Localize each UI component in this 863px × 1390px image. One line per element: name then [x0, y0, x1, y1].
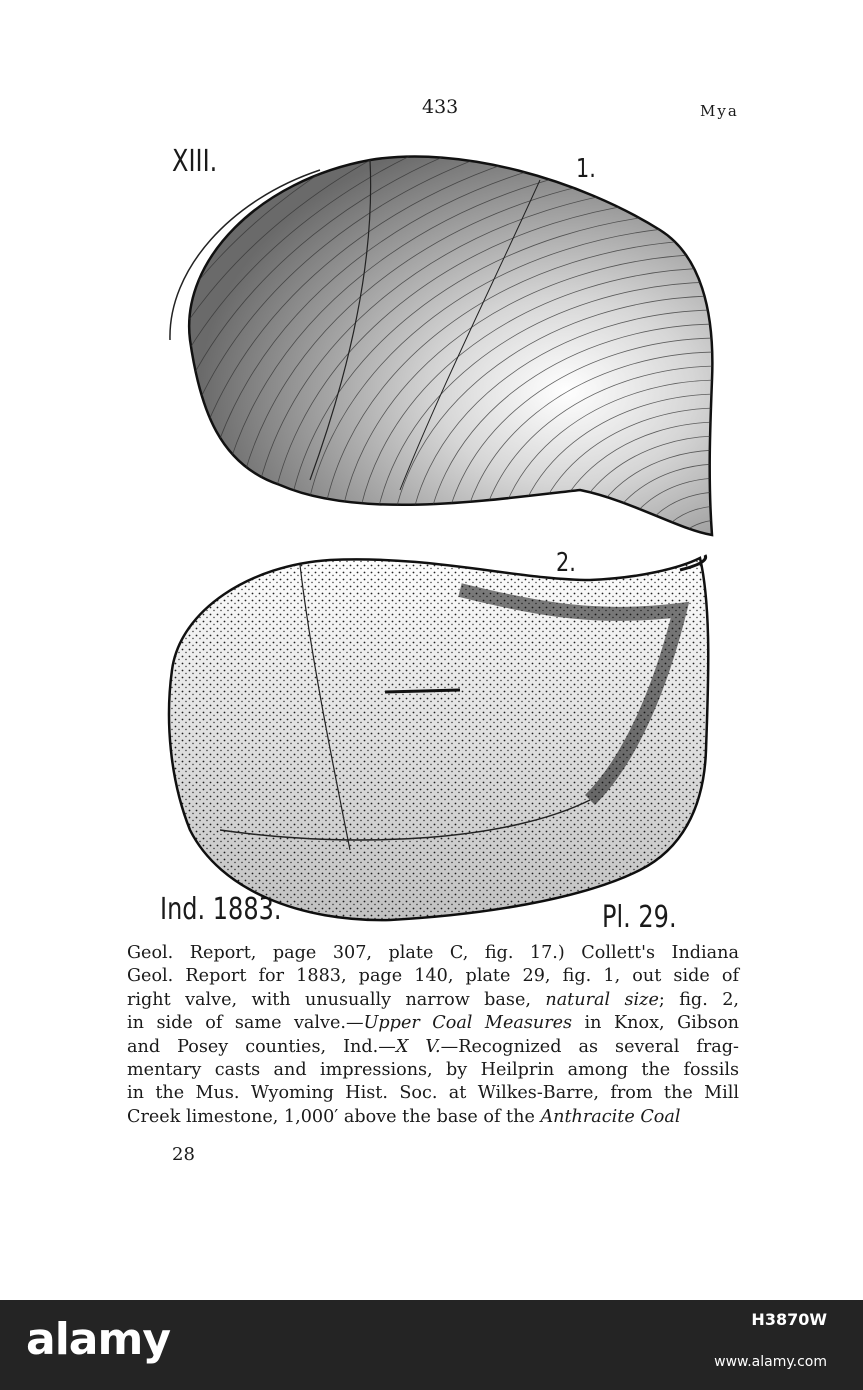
caption-line-6: mentary casts and impressions, by Heilprin among the fossils	[127, 1060, 739, 1081]
caption-line-1: Geol. Report, page 307, plate C, fig. 17.) Collett's Indiana	[127, 943, 739, 963]
caption-line-8-text-a: Creek limestone, 1,000′ above the base of the	[127, 1106, 541, 1127]
running-head: Mya	[700, 102, 739, 120]
caption-line-4-text-a: in side of same valve.—	[127, 1013, 364, 1034]
caption-upper-coal-measures: Upper Coal Measures	[363, 1013, 573, 1034]
caption-line-4	[127, 1012, 739, 1035]
watermark-url: www.alamy.com	[714, 1354, 827, 1370]
caption-line-7: in the Mus. Wyoming Hist. Soc. at Wilkes-Barre, from the Mill	[127, 1083, 739, 1104]
stock-watermark-bar	[0, 1300, 863, 1390]
image-id: H3870W	[751, 1310, 827, 1329]
shell-figure-2	[160, 550, 725, 930]
caption-line-4-text-b: in Knox, Gibson	[572, 1013, 739, 1034]
plate-number: Pl. 29.	[602, 900, 677, 935]
source-mark: Ind. 1883.	[160, 892, 282, 927]
caption-line-5	[127, 1036, 739, 1059]
caption-line-3-text-b: ; fig. 2,	[658, 989, 739, 1010]
signature-folio: 28	[172, 1144, 195, 1165]
caption-line-3-text-a: right valve, with unusually narrow base,	[127, 989, 546, 1010]
page-number: 433	[422, 96, 459, 118]
caption-xv: X V.	[395, 1036, 441, 1057]
caption-anthracite-coal: Anthracite Coal	[540, 1106, 681, 1127]
shell-figure-1	[160, 140, 730, 550]
figure-caption	[127, 942, 739, 1129]
caption-line-2: Geol. Report for 1883, page 140, plate 29, fig. 1, out side of	[127, 966, 739, 987]
caption-line-8	[127, 1106, 739, 1129]
figure-1-label: 1.	[576, 154, 596, 184]
alamy-logo: alamy	[26, 1314, 170, 1365]
caption-line-5-text-b: —Recognized as several frag-	[440, 1036, 739, 1057]
caption-line-5-text-a: and Posey counties, Ind.—	[127, 1036, 396, 1057]
plate-mark: XIII.	[172, 144, 218, 179]
caption-line-3	[127, 989, 739, 1012]
caption-natural-size: natural size	[545, 989, 659, 1010]
figure-2-label: 2.	[556, 548, 576, 578]
